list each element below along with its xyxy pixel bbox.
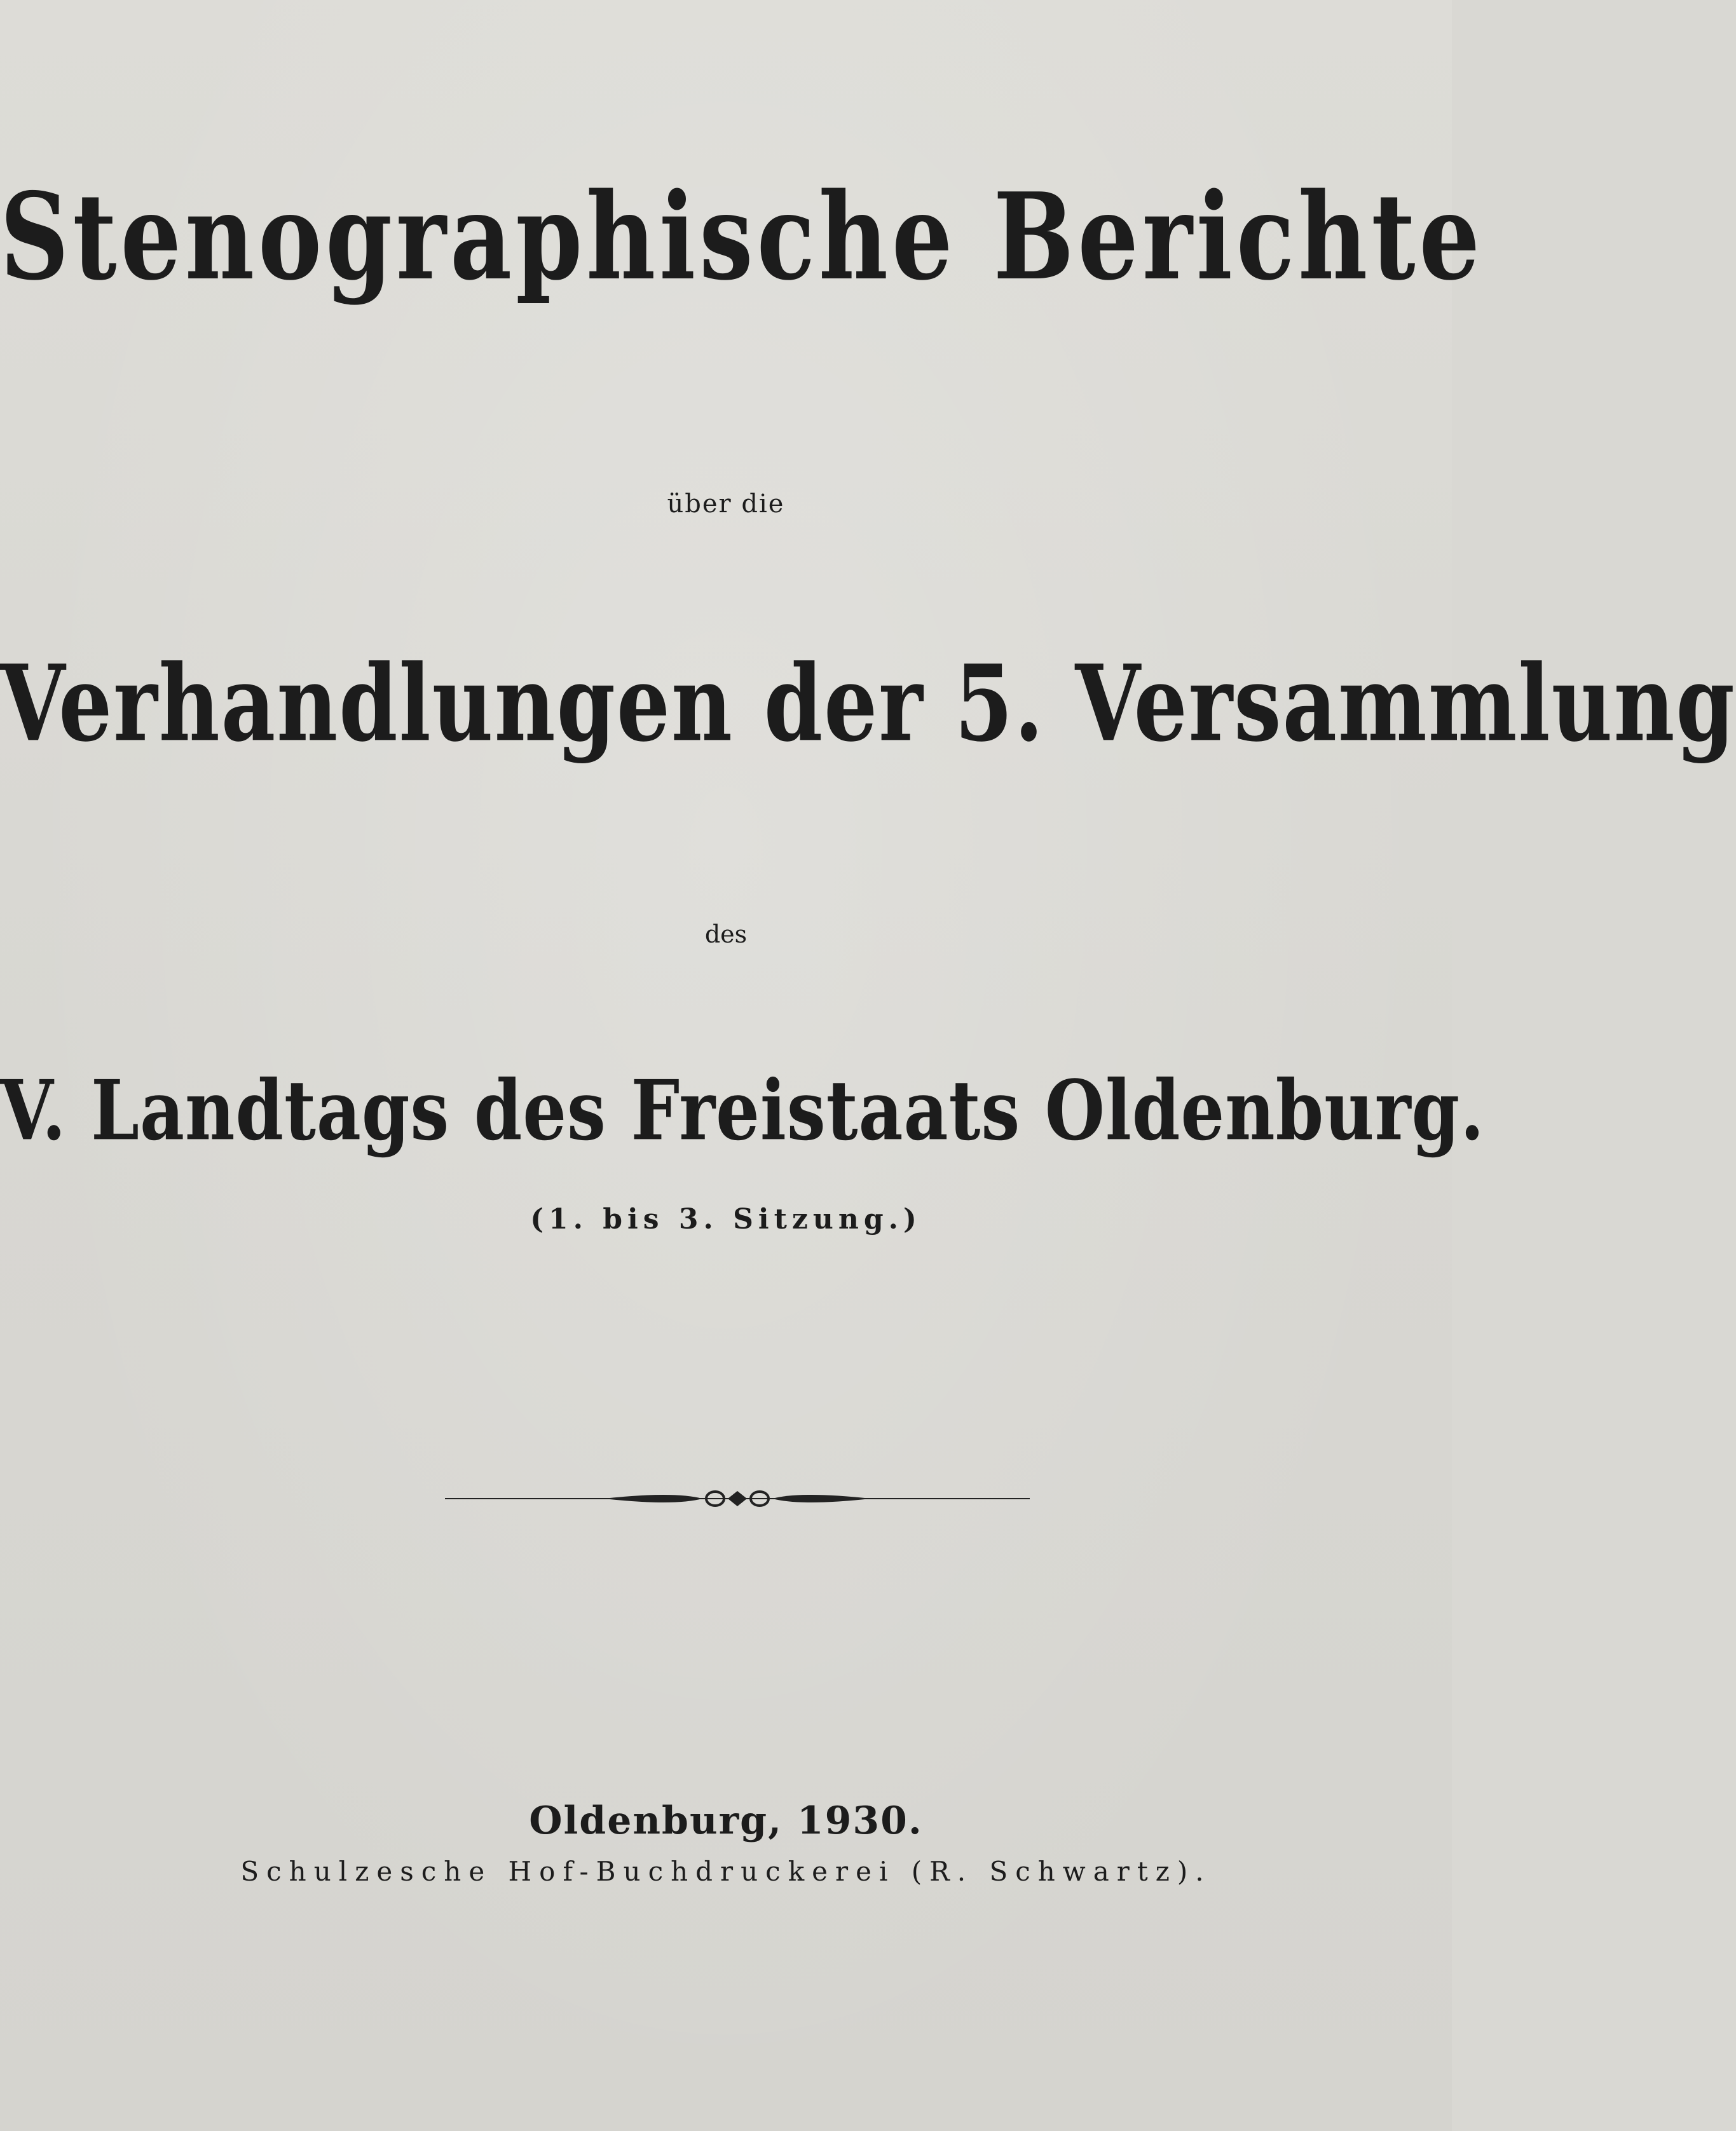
printer-imprint: Schulzesche Hof-Buchdruckerei (R. Schwartz).: [240, 1856, 1212, 1887]
main-heading: Verhandlungen der 5. Versammlung: [0, 642, 1736, 766]
place-year: Oldenburg, 1930.: [529, 1799, 923, 1843]
landtag-heading: V. Landtags des Freistaats Oldenburg.: [0, 1063, 1485, 1159]
session-range: (1. bis 3. Sitzung.): [530, 1203, 922, 1236]
subtitle-connector: über die: [667, 489, 785, 519]
document-title: Stenographische Berichte: [0, 167, 1484, 307]
decorative-rule-ornament: [445, 1473, 1030, 1524]
connector-des: des: [704, 920, 748, 948]
